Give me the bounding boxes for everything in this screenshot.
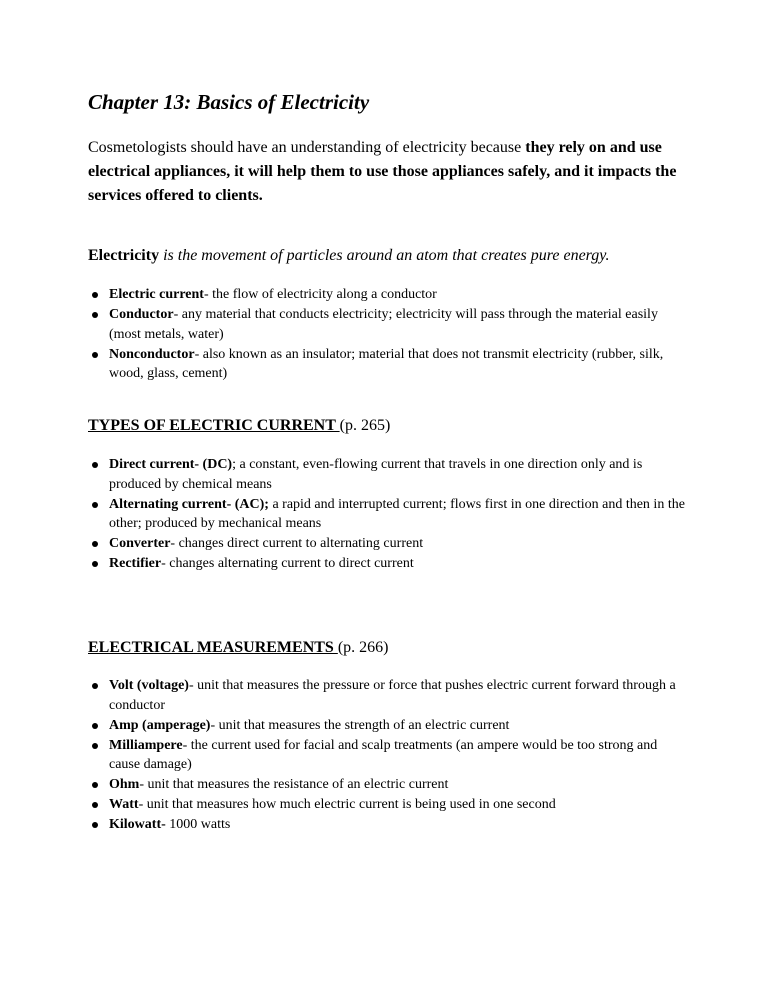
item-term: Ohm [109, 777, 140, 792]
intro-plain-text: Cosmetologists should have an understanding of electricity because [88, 139, 526, 156]
definition-term: Electricity [88, 247, 160, 264]
measurements-list [88, 676, 688, 835]
item-text: - changes alternating current to direct current [161, 556, 414, 571]
measurements-heading-title: ELECTRICAL MEASUREMENTS [88, 639, 338, 656]
item-term: Electric current [109, 287, 204, 302]
item-term: Nonconductor [109, 346, 195, 362]
types-heading [88, 414, 390, 438]
bullet-icon [92, 292, 98, 298]
item-text: - changes direct current to alternating current [170, 536, 424, 551]
item-text: - unit that measures the strength of an electric current [210, 717, 510, 733]
list-item [88, 775, 688, 795]
list-item [88, 554, 688, 574]
item-text: - unit that measures the pressure or force that pushes electric current forward through a conductor [109, 678, 676, 713]
bullet-icon [92, 822, 98, 828]
bullet-icon [92, 312, 98, 318]
item-term: Alternating current [109, 496, 227, 512]
list-item [88, 736, 688, 775]
item-text: - any material that conducts electricity; electricity will pass through the material easily (most metals, water) [109, 307, 658, 342]
item-text: - also known as an insulator; material that does not transmit electricity (rubber, silk, wood, glass, cement) [109, 346, 664, 381]
definition-text: is the movement of particles around an atom that creates pure energy. [159, 247, 610, 264]
item-text: - (AC); a rapid and interrupted current; flows first in one direction and then in the other; produced by mechanical means [109, 496, 685, 531]
measurements-heading [88, 636, 388, 660]
list-item [88, 716, 688, 736]
item-text: - the flow of electricity along a conductor [203, 287, 437, 302]
item-term: Rectifier [109, 556, 162, 571]
item-term: Kilowatt- [109, 817, 166, 832]
bullet-icon [92, 723, 98, 729]
item-term: Milliampere [109, 737, 183, 753]
item-term: Watt [109, 797, 139, 812]
item-text: - unit that measures the resistance of an electric current [139, 777, 449, 792]
item-text-bold: - (AC); [226, 496, 269, 512]
item-term: Amp (amperage) [109, 717, 211, 733]
item-term: Converter [109, 536, 171, 551]
basics-list [88, 285, 688, 384]
intro-paragraph [88, 136, 690, 208]
bullet-icon [92, 352, 98, 358]
list-item [88, 676, 688, 715]
item-term: Direct current- (DC) [109, 457, 233, 472]
list-item [88, 795, 688, 815]
list-item [88, 815, 688, 835]
bullet-icon [92, 462, 98, 468]
bullet-icon [92, 561, 98, 567]
page-title: Chapter 13: Basics of Electricity [88, 90, 370, 114]
intro-bold-text: they rely on and use electrical appliances, it will help them to use those appliances safely, and it impacts the services offered to clients. [88, 139, 677, 204]
item-text: 1000 watts [165, 817, 231, 832]
bullet-icon [92, 743, 98, 749]
list-item [88, 455, 688, 494]
item-term: Volt (voltage) [109, 678, 189, 693]
types-page-ref: (p. 265) [339, 417, 391, 434]
types-list [88, 455, 688, 574]
bullet-icon [92, 782, 98, 788]
item-text: - unit that measures how much electric current is being used in one second [138, 797, 556, 812]
item-text: - the current used for facial and scalp treatments (an ampere would be too strong and cause damage) [109, 737, 658, 772]
bullet-icon [92, 541, 98, 547]
bullet-icon [92, 802, 98, 808]
list-item [88, 305, 688, 344]
measurements-page-ref: (p. 266) [337, 639, 389, 656]
item-term: Conductor [109, 307, 174, 322]
list-item [88, 285, 688, 305]
bullet-icon [92, 683, 98, 689]
item-text: ; a constant, even-flowing current that travels in one direction only and is produced by chemical means [109, 457, 643, 492]
electricity-definition [88, 244, 690, 268]
bullet-icon [92, 502, 98, 508]
list-item [88, 534, 688, 554]
types-heading-title: TYPES OF ELECTRIC CURRENT [88, 417, 340, 434]
list-item [88, 495, 688, 534]
list-item [88, 345, 688, 384]
